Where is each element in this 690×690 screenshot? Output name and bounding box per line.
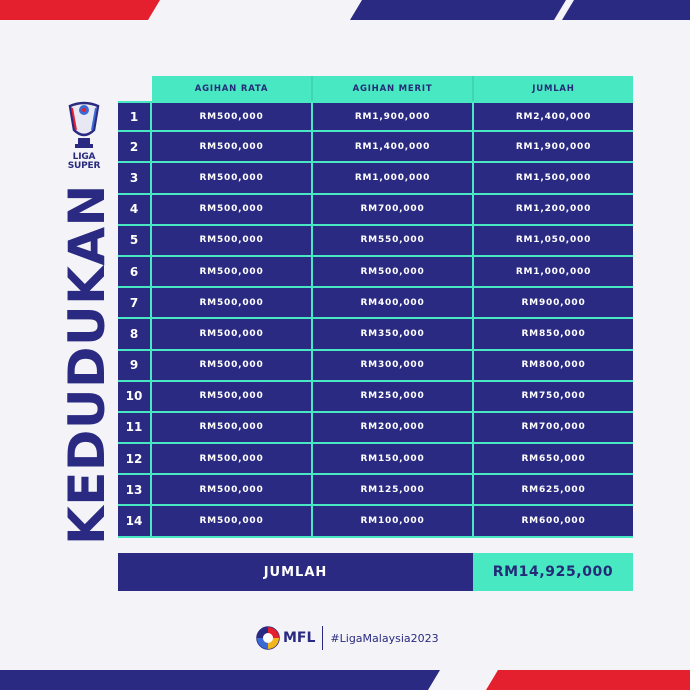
- table-row: [118, 506, 633, 537]
- agihan-merit-cell: RM1,400,000: [311, 132, 472, 161]
- agihan-merit-cell: RM250,000: [311, 382, 472, 411]
- rank-cell: 12: [118, 444, 152, 473]
- top-right-stripe: [350, 0, 690, 20]
- jumlah-cell: RM625,000: [472, 475, 633, 504]
- agihan-merit-cell: RM100,000: [311, 506, 472, 535]
- agihan-merit-cell: RM400,000: [311, 288, 472, 317]
- rank-cell: 11: [118, 413, 152, 442]
- table-body: [118, 101, 633, 538]
- jumlah-cell: RM800,000: [472, 351, 633, 380]
- brand-name: MFL: [283, 630, 316, 646]
- total-label: JUMLAH: [118, 553, 473, 591]
- rank-cell: 1: [118, 103, 152, 130]
- bottom-left-stripe: [0, 670, 460, 690]
- jumlah-cell: RM700,000: [472, 413, 633, 442]
- agihan-merit-cell: RM350,000: [311, 319, 472, 348]
- bottom-right-stripe: [486, 670, 690, 690]
- jumlah-cell: RM650,000: [472, 444, 633, 473]
- jumlah-cell: RM1,900,000: [472, 132, 633, 161]
- agihan-rata-cell: RM500,000: [199, 328, 264, 339]
- agihan-rata-cell: RM500,000: [199, 111, 264, 122]
- agihan-rata-cell: RM500,000: [199, 391, 264, 402]
- agihan-rata-cell: RM500,000: [199, 360, 264, 371]
- jumlah-cell: RM1,500,000: [472, 163, 633, 192]
- table-row: [118, 195, 633, 226]
- page-title: KEDUDUKAN: [58, 184, 116, 545]
- total-value: RM14,925,000: [473, 553, 633, 591]
- table-row: [118, 288, 633, 319]
- rank-cell: 7: [118, 288, 152, 317]
- agihan-merit-cell: RM550,000: [311, 226, 472, 255]
- agihan-rata-cell: RM500,000: [199, 141, 264, 152]
- rank-cell: 9: [118, 351, 152, 380]
- agihan-rata-cell: RM500,000: [199, 172, 264, 183]
- jumlah-cell: RM900,000: [472, 288, 633, 317]
- agihan-merit-cell: RM500,000: [311, 257, 472, 286]
- agihan-merit-cell: RM1,000,000: [311, 163, 472, 192]
- rank-cell: 13: [118, 475, 152, 504]
- table-row: [118, 319, 633, 350]
- jumlah-cell: RM600,000: [472, 506, 633, 535]
- table-row: [118, 413, 633, 444]
- table-row: [118, 132, 633, 163]
- agihan-rata-cell: RM500,000: [199, 422, 264, 433]
- agihan-rata-cell: RM500,000: [199, 204, 264, 215]
- table-row: [118, 226, 633, 257]
- table-row: [118, 163, 633, 194]
- rank-cell: 4: [118, 195, 152, 224]
- jumlah-cell: RM850,000: [472, 319, 633, 348]
- agihan-merit-cell: RM200,000: [311, 413, 472, 442]
- rank-cell: 3: [118, 163, 152, 192]
- hashtag: #LigaMalaysia2023: [330, 631, 439, 645]
- agihan-merit-cell: RM1,900,000: [311, 103, 472, 130]
- agihan-rata-cell: RM500,000: [199, 297, 264, 308]
- jumlah-cell: RM750,000: [472, 382, 633, 411]
- logo-wordmark: [60, 153, 108, 171]
- table-row: [118, 101, 633, 132]
- agihan-merit-cell: RM150,000: [311, 444, 472, 473]
- agihan-merit-cell: RM700,000: [311, 195, 472, 224]
- agihan-rata-cell: RM500,000: [199, 484, 264, 495]
- footer-divider: [322, 626, 323, 650]
- mfl-ball-icon: [256, 626, 280, 650]
- jumlah-cell: RM1,050,000: [472, 226, 633, 255]
- rank-cell: 14: [118, 506, 152, 535]
- logo-text-liga: LIGA: [72, 152, 96, 162]
- rank-cell: 6: [118, 257, 152, 286]
- prize-table: [118, 76, 633, 538]
- jumlah-cell: RM1,000,000: [472, 257, 633, 286]
- header-jumlah: JUMLAH: [472, 76, 633, 101]
- rank-cell: 5: [118, 226, 152, 255]
- agihan-rata-cell: RM500,000: [199, 235, 264, 246]
- table-row: [118, 444, 633, 475]
- agihan-merit-cell: RM125,000: [311, 475, 472, 504]
- rank-cell: 10: [118, 382, 152, 411]
- logo-text-super: SUPER: [67, 161, 101, 171]
- footer: [256, 624, 439, 652]
- rank-cell: 8: [118, 319, 152, 348]
- top-left-stripe: [0, 0, 170, 20]
- table-row: [118, 351, 633, 382]
- table-row: [118, 257, 633, 288]
- agihan-rata-cell: RM500,000: [199, 453, 264, 464]
- agihan-rata-cell: RM500,000: [199, 266, 264, 277]
- rank-cell: 2: [118, 132, 152, 161]
- table-row: [118, 475, 633, 506]
- jumlah-cell: RM2,400,000: [472, 103, 633, 130]
- agihan-merit-cell: RM300,000: [311, 351, 472, 380]
- agihan-rata-cell: RM500,000: [199, 516, 264, 527]
- header-agihan-rata: AGIHAN RATA: [194, 83, 269, 94]
- table-row: [118, 382, 633, 413]
- header-agihan-merit: AGIHAN MERIT: [311, 76, 472, 101]
- total-row: [118, 553, 633, 591]
- table-header: [152, 76, 633, 101]
- jumlah-cell: RM1,200,000: [472, 195, 633, 224]
